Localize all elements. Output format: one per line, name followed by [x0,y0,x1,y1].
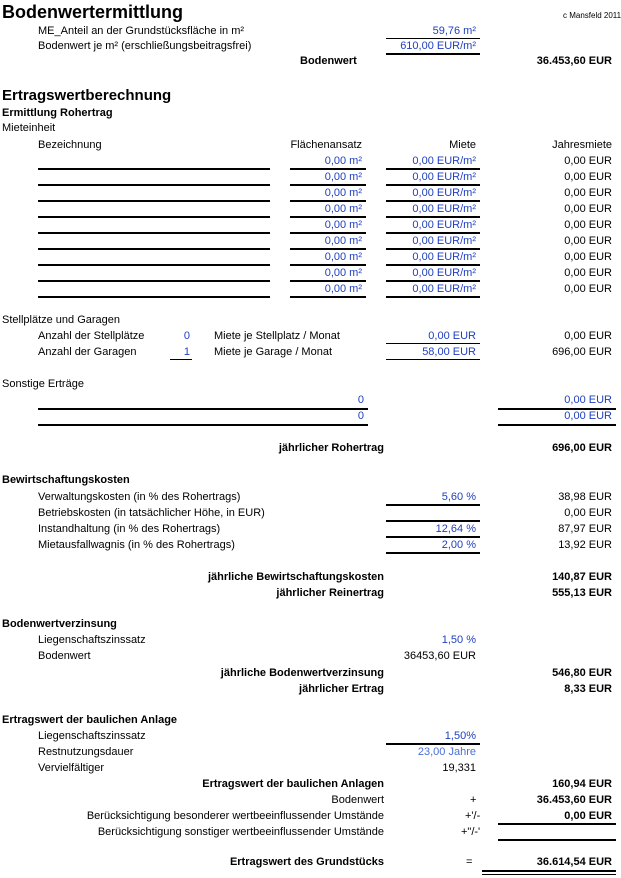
vervielf-label: Vervielfältiger [38,762,105,774]
sonstige-umstaende-label: Berücksichtigung sonstiger wertbeeinflussender Umstände [97,826,384,838]
bezeichnung-input-line[interactable] [38,296,270,298]
flaeche-input[interactable]: 0,00 m² [324,267,362,279]
miete-input[interactable]: 0,00 EUR/m² [412,267,476,279]
miete-input[interactable]: 0,00 EUR/m² [412,155,476,167]
miete-input[interactable]: 0,00 EUR/m² [412,219,476,231]
bewirtschaftung-heading: Bewirtschaftungskosten [2,474,130,486]
anlage-heading: Ertragswert der baulichen Anlage [2,714,178,726]
ertrag-title: Ertragswertberechnung [2,87,172,104]
bew-item-value: 0,00 EUR [564,507,612,519]
bewirtschaftung-total-label: jährliche Bewirtschaftungskosten [207,571,384,583]
sonstige-jahres-1: 0,00 EUR [564,394,612,406]
flaeche-input[interactable]: 0,00 m² [324,219,362,231]
reinertrag-value: 555,13 EUR [552,587,612,599]
bew-item-label: Instandhaltung (in % des Rohertrags) [38,523,221,535]
bew-item-underline [386,504,480,506]
flaeche-input[interactable]: 0,00 m² [324,203,362,215]
flaeche-underline [290,296,366,298]
bew-item-input[interactable]: 12,64 % [435,523,476,535]
bew-item-value: 87,97 EUR [558,523,612,535]
besondere-label: Berücksichtigung besonderer wertbeeinflussender Umstände [86,810,384,822]
anlage-zins-label: Liegenschaftszinssatz [38,730,146,742]
ertrag-value: 8,33 EUR [564,683,612,695]
bodenwert-total-value: 36.453,60 EUR [536,55,612,67]
jahres-garage-value: 696,00 EUR [552,346,612,358]
flaeche-input[interactable]: 0,00 m² [324,187,362,199]
miete-input[interactable]: 0,00 EUR/m² [412,203,476,215]
miete-input[interactable]: 0,00 EUR/m² [412,251,476,263]
ertrag-label: jährlicher Ertrag [299,683,384,695]
anlage-bodenwert-op: + [470,794,477,806]
bezeichnung-input-line[interactable] [38,168,270,170]
miete-garage-input[interactable]: 58,00 EUR [422,346,476,358]
miete-garage-label: Miete je Garage / Monat [214,346,333,358]
jahres-stellplatz-value: 0,00 EUR [564,330,612,342]
anteil-label: ME_Anteil an der Grundstücksfläche in m² [38,25,245,37]
miete-underline [386,296,480,298]
bew-item-label: Verwaltungskosten (in % des Rohertrags) [38,491,241,503]
jahresmiete-value: 0,00 EUR [564,219,612,231]
bew-item-underline [386,552,480,554]
anlage-ertragswert-value: 160,94 EUR [552,778,612,790]
verzinsung-zins-input[interactable]: 1,50 % [441,634,476,646]
jahresmiete-value: 0,00 EUR [564,171,612,183]
jahresmiete-value: 0,00 EUR [564,267,612,279]
bew-item-input[interactable]: 5,60 % [441,491,476,503]
anlage-ertragswert-label: Ertragswert der baulichen Anlagen [202,778,384,790]
anzahl-stellplaetze-label: Anzahl der Stellplätze [38,330,145,342]
sonstige-heading: Sonstige Erträge [2,378,84,390]
col-flaeche: Flächenansatz [290,139,362,151]
bezeichnung-input-line[interactable] [38,248,270,250]
verzinsung-bodenwert-label: Bodenwert [38,650,91,662]
bezeichnung-input-line[interactable] [38,200,270,202]
col-jahresmiete: Jahresmiete [552,139,612,151]
jahresmiete-value: 0,00 EUR [564,203,612,215]
anzahl-stellplaetze-input[interactable]: 0 [183,330,190,342]
anteil-input[interactable]: 59,76 m² [432,25,476,37]
grundstueck-label: Ertragswert des Grundstücks [229,856,384,868]
jahresmiete-value: 0,00 EUR [564,187,612,199]
flaeche-input[interactable]: 0,00 m² [324,251,362,263]
copyright-note: c Mansfeld 2011 [563,11,621,20]
bodenwert-total-label: Bodenwert [300,55,357,67]
besondere-value: 0,00 EUR [564,810,612,822]
anlage-zins-input[interactable]: 1,50% [444,730,476,742]
verzinsung-heading: Bodenwertverzinsung [2,618,117,630]
flaeche-input[interactable]: 0,00 m² [324,155,362,167]
bew-item-value: 38,98 EUR [558,491,612,503]
rohertrag-value: 696,00 EUR [552,442,612,454]
flaeche-input[interactable]: 0,00 m² [324,283,362,295]
flaeche-input[interactable]: 0,00 m² [324,235,362,247]
jahresmiete-value: 0,00 EUR [564,283,612,295]
bew-item-value: 13,92 EUR [558,539,612,551]
bodenwert-title: Bodenwertermittlung [2,2,184,22]
reinertrag-label: jährlicher Reinertrag [276,587,384,599]
miete-input[interactable]: 0,00 EUR/m² [412,171,476,183]
bodenwert-qm-input[interactable]: 610,00 EUR/m² [400,40,476,52]
verzinsung-total-value: 546,80 EUR [552,667,612,679]
col-bezeichnung: Bezeichnung [38,139,102,151]
anzahl-garagen-label: Anzahl der Garagen [38,346,137,358]
sonstige-input-2[interactable]: 0 [357,410,364,422]
verzinsung-bodenwert-value: 36453,60 EUR [403,650,476,662]
rohertrag-label: jährlicher Rohertrag [278,442,384,454]
bew-item-label: Mietausfallwagnis (in % des Rohertrags) [38,539,235,551]
grundstueck-op: = [466,856,473,868]
anlage-bodenwert-label: Bodenwert [331,794,384,806]
bezeichnung-input-line[interactable] [38,216,270,218]
miete-stellplatz-label: Miete je Stellplatz / Monat [214,330,340,342]
grundstueck-value: 36.614,54 EUR [536,856,612,868]
jahresmiete-value: 0,00 EUR [564,155,612,167]
bew-item-label: Betriebskosten (in tatsächlicher Höhe, in EUR) [38,507,265,519]
bezeichnung-input-line[interactable] [38,232,270,234]
miete-input[interactable]: 0,00 EUR/m² [412,187,476,199]
vervielf-value: 19,331 [442,762,476,774]
jahresmiete-value: 0,00 EUR [564,235,612,247]
bew-item-input[interactable]: 2,00 % [441,539,476,551]
verzinsung-zins-label: Liegenschaftszinssatz [38,634,146,646]
stellplaetze-heading: Stellplätze und Garagen [2,314,121,326]
miete-input[interactable]: 0,00 EUR/m² [412,283,476,295]
verzinsung-total-label: jährliche Bodenwertverzinsung [220,667,384,679]
bezeichnung-input-line[interactable] [38,264,270,266]
sonstige-jahres-2: 0,00 EUR [564,410,612,422]
anzahl-garagen-input[interactable]: 1 [183,346,190,358]
rohertrag-heading: Ermittlung Rohertrag [2,107,113,119]
anlage-bodenwert-value: 36.453,60 EUR [536,794,612,806]
miete-stellplatz-input[interactable]: 0,00 EUR [428,330,476,342]
bezeichnung-input-line[interactable] [38,184,270,186]
bodenwert-qm-label: Bodenwert je m² (erschließungsbeitragsfrei) [38,40,252,52]
jahresmiete-value: 0,00 EUR [564,251,612,263]
miete-input[interactable]: 0,00 EUR/m² [412,235,476,247]
mieteinheit-label: Mieteinheit [2,122,56,134]
besondere-op: +'/- [465,810,481,822]
col-miete: Miete [449,139,476,151]
sonstige-umstaende-op: +"/-' [461,826,481,838]
bezeichnung-input-line[interactable] [38,280,270,282]
restnutzung-label: Restnutzungsdauer [38,746,134,758]
restnutzung-value: 23,00 Jahre [417,746,476,758]
bewirtschaftung-total-value: 140,87 EUR [552,571,612,583]
flaeche-input[interactable]: 0,00 m² [324,171,362,183]
sonstige-input-1[interactable]: 0 [357,394,364,406]
